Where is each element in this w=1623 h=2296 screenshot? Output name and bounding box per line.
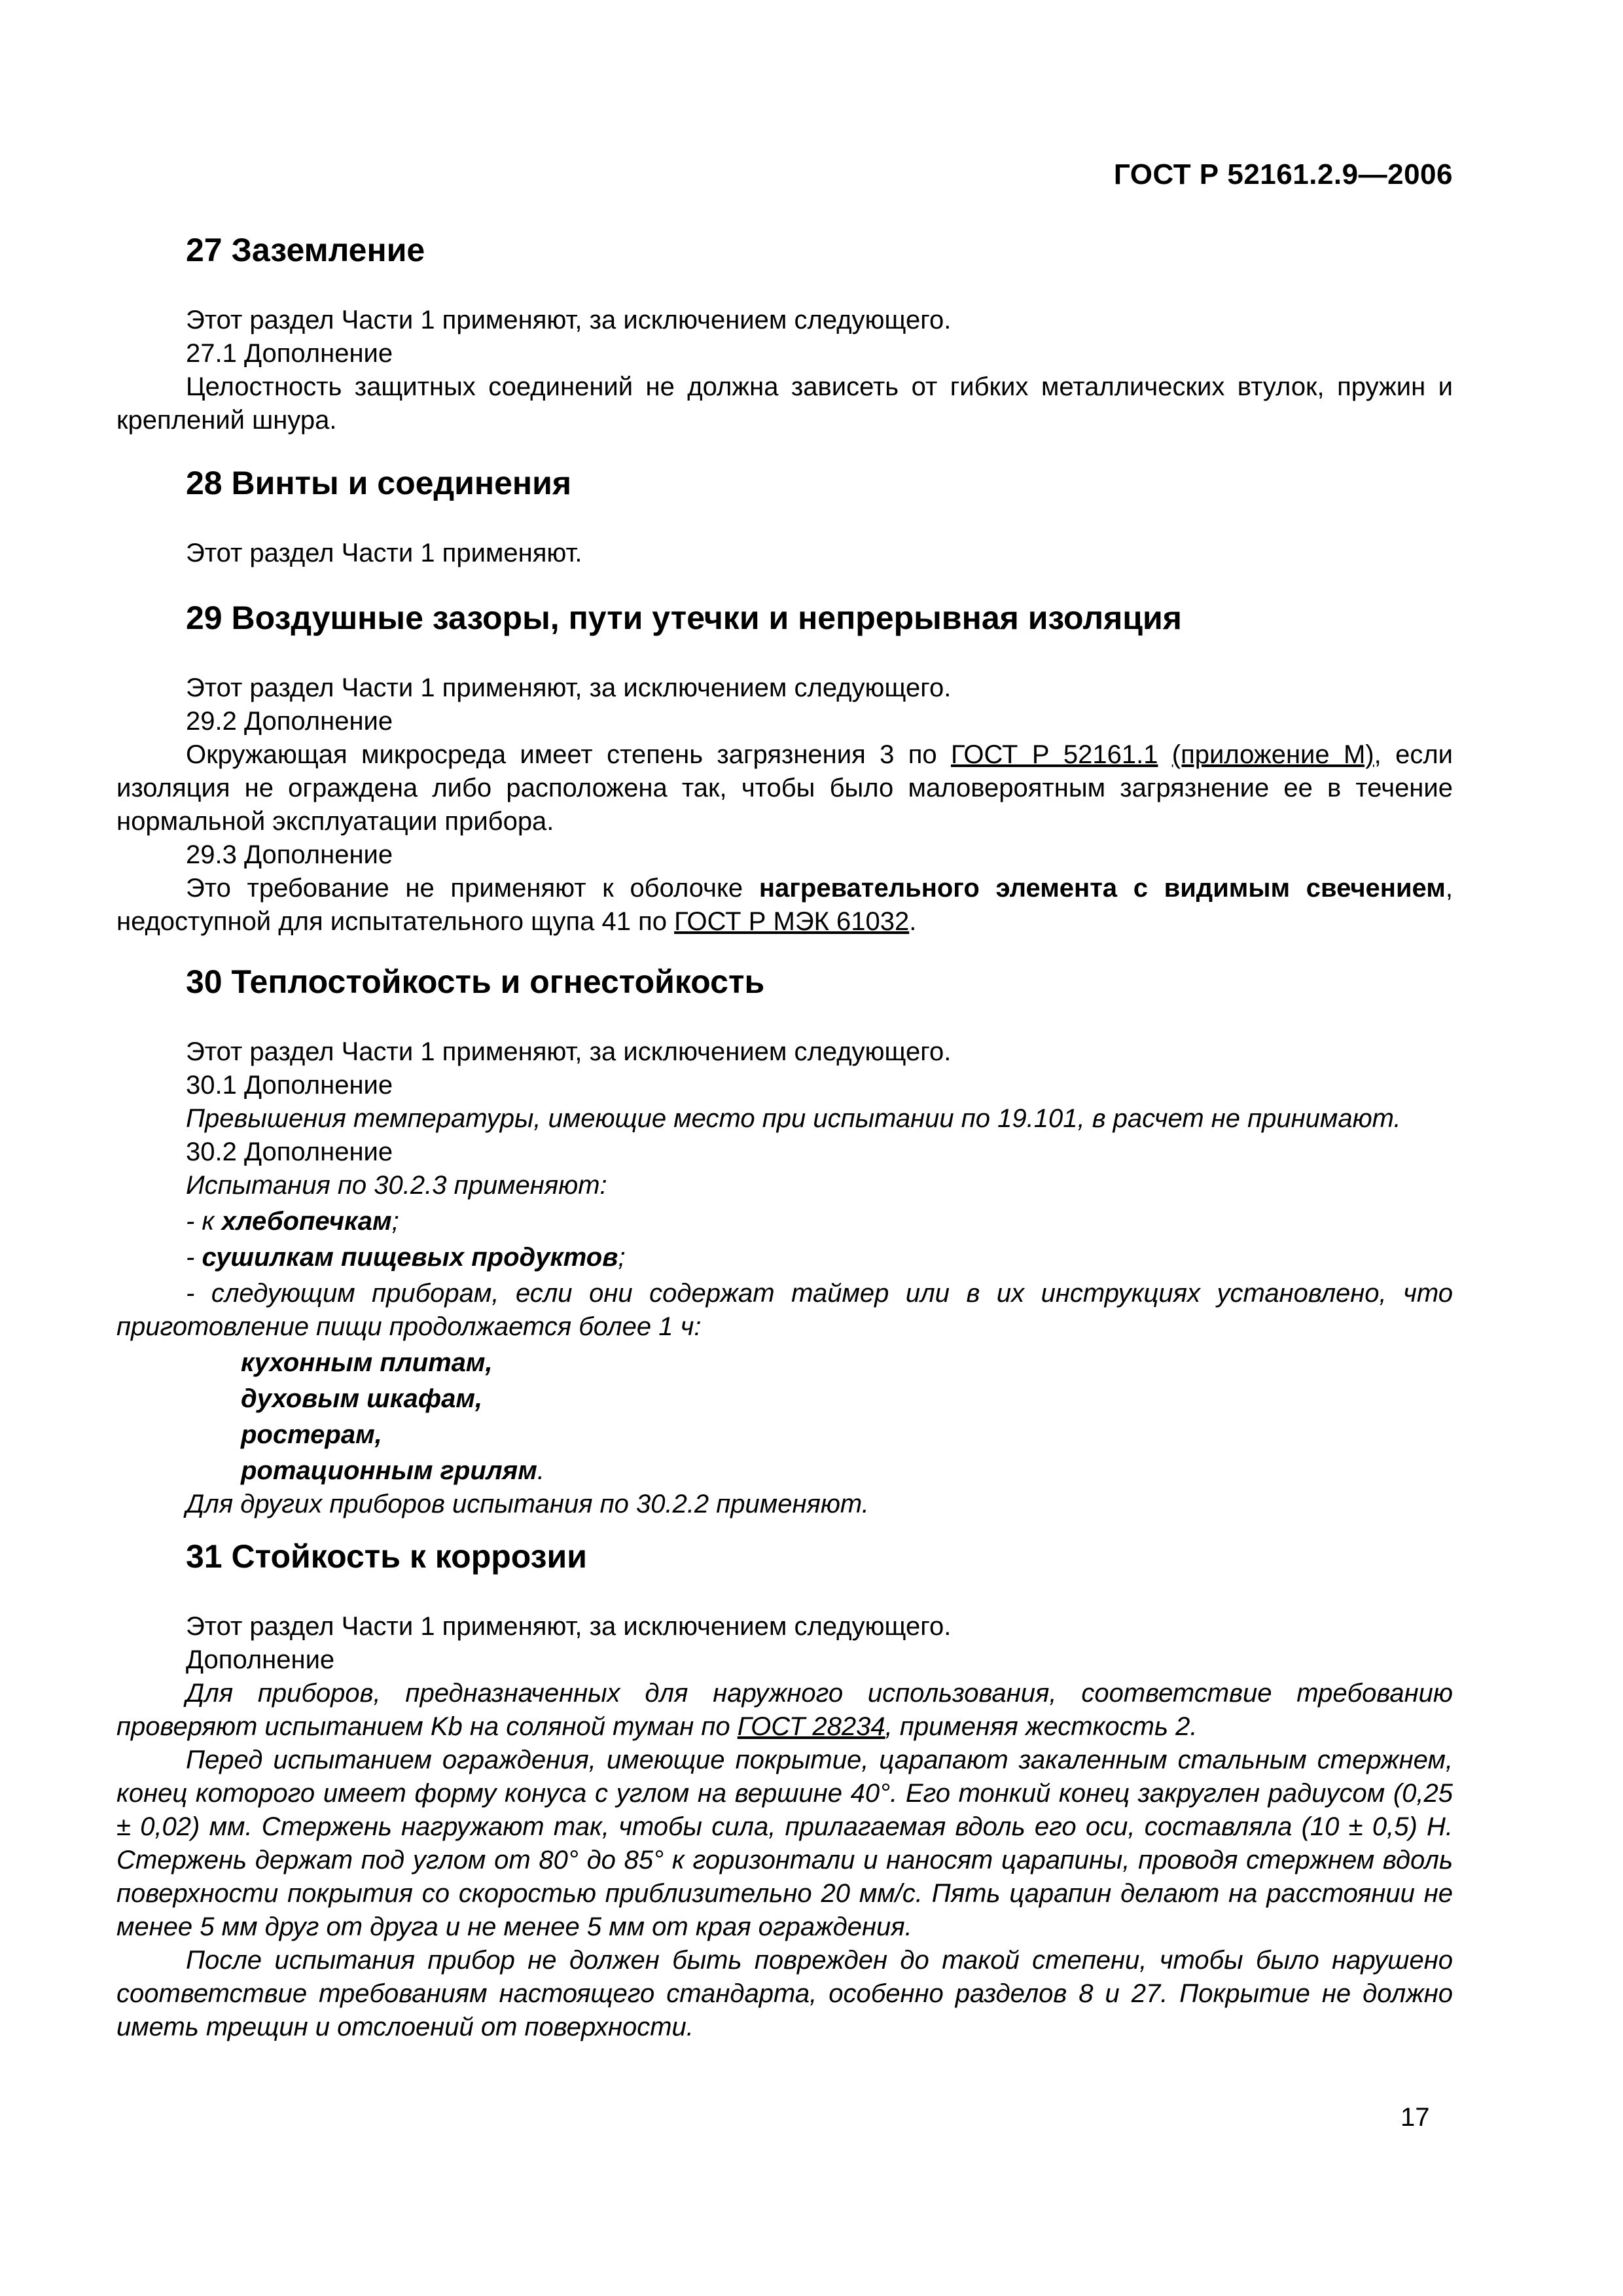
section-28-title: 28 Винты и соединения [186, 465, 572, 501]
section-27-intro: Этот раздел Части 1 применяют, за исключением следующего. [186, 306, 952, 334]
section-31-title: 31 Стойкость к коррозии [186, 1538, 588, 1575]
section-31 [116, 1537, 1453, 2044]
section-27-1-text: Целостность защитных соединений не должна зависеть от гибких металлических втулок, пружин и креплений шнура. [116, 372, 1453, 435]
text-run: - [186, 1243, 202, 1272]
text-run: - к [186, 1207, 222, 1236]
section-29-3-text [116, 872, 1453, 939]
gost-iec-61032-link[interactable]: ГОСТ Р МЭК 61032 [674, 907, 910, 936]
sublist-item [116, 1454, 1453, 1488]
section-31-after-test-text: После испытания прибор не должен быть поврежден до такой степени, чтобы было нарушено соответствие требованиям настоящего стандарта, особенно разделов 8 и 27. Покрытие не должно иметь трещин и отслоений от поверхности. [116, 1946, 1453, 2041]
gost-28234-link[interactable]: ГОСТ 28234 [737, 1712, 885, 1741]
sublist-item: ростерам, [241, 1420, 382, 1449]
section-29-3-heading: 29.3 Дополнение [186, 840, 393, 869]
section-30-intro: Этот раздел Части 1 применяют, за исключением следующего. [186, 1037, 952, 1066]
text-run: , применяя жесткость 2. [885, 1712, 1198, 1741]
section-30-title: 30 Теплостойкость и огнестойкость [186, 963, 765, 1000]
text-run: Это требование не применяют к оболочке [186, 874, 759, 903]
section-30-2-closing: Для других приборов испытания по 30.2.2 применяют. [186, 1490, 869, 1518]
section-30-2-heading: 30.2 Дополнение [186, 1138, 393, 1166]
defined-term: хлебопечкам [221, 1207, 392, 1236]
annex-m-link[interactable]: (приложение М) [1171, 740, 1374, 769]
text-run [1158, 740, 1171, 769]
list-item: - следующим приборам, если они содержат таймер или в их инструкциях установлено, что приготовление пищи продолжается более 1 ч: [116, 1279, 1453, 1341]
document-code: ГОСТ Р 52161.2.9—2006 [1113, 158, 1453, 190]
text-run: ; [391, 1207, 399, 1236]
defined-term: сушилкам пищевых продуктов [202, 1243, 618, 1272]
section-28-intro: Этот раздел Части 1 применяют. [186, 539, 582, 567]
section-30-2-text: Испытания по 30.2.3 применяют: [186, 1171, 607, 1200]
sublist-item: духовым шкафам, [241, 1384, 483, 1413]
section-31-scratch-text: Перед испытанием ограждения, имеющие покрытие, царапают закаленным стальным стержнем, конец которого имеет форму конуса с углом на вершине 40°. Его тонкий конец закруглен радиусом (0,25 ± 0,02) мм. Стержень нагружают так, чтобы сила, прилагаемая вдоль его оси, составляла (10 ± 0,5) Н. Стержень держат под углом от 80° до 85° к горизонтали и наносят царапины, проводя стержнем вдоль поверхности покрытия со скоростью приблизительно 20 мм/с. Пять царапин делают на расстоянии не менее 5 мм друг от друга и не менее 5 мм от края ограждения. [116, 1746, 1453, 1941]
section-31-intro: Этот раздел Части 1 применяют, за исключением следующего. [186, 1612, 952, 1641]
text-run: . [909, 907, 917, 936]
section-30 [116, 962, 1453, 1521]
section-29 [116, 598, 1453, 939]
text-run: Окружающая микросреда имеет степень загрязнения 3 по [186, 740, 951, 769]
sublist-item: кухонным плитам, [241, 1348, 493, 1377]
section-27-1-heading: 27.1 Дополнение [186, 339, 393, 368]
section-28 [116, 463, 1453, 570]
section-29-title: 29 Воздушные зазоры, пути утечки и непрерывная изоляция [186, 600, 1182, 636]
section-30-1-heading: 30.1 Дополнение [186, 1071, 393, 1100]
defined-term: ротационным грилям [241, 1456, 537, 1485]
list-item [116, 1241, 1453, 1274]
section-31-salt-mist-text [116, 1677, 1453, 1744]
text-run: . [537, 1456, 544, 1485]
section-27-title: 27 Заземление [186, 232, 425, 268]
section-30-1-text: Превышения температуры, имеющие место при испытании по 19.101, в расчет не принимают. [186, 1104, 1401, 1133]
section-29-2-text [116, 738, 1453, 838]
defined-term: нагревательного элемента с видимым свечением [758, 874, 1446, 903]
gost-52161-1-link[interactable]: ГОСТ Р 52161.1 [950, 740, 1158, 769]
section-29-intro: Этот раздел Части 1 применяют, за исключением следующего. [186, 673, 952, 702]
list-item [116, 1205, 1453, 1238]
text-run: Для приборов, предназначенных для наружного использования, соответствие требованию проверяют испытанием Kb на соляной туман по [116, 1679, 1453, 1741]
text-run: , недоступной для испытательного щупа 41 по [116, 874, 1453, 936]
text-run: , если изоляция не ограждена либо расположена так, чтобы было маловероятным загрязнение ее в течение нормальной эксплуатации прибора. [116, 740, 1454, 836]
page-number: 17 [1400, 2103, 1430, 2132]
text-run: ; [618, 1243, 626, 1272]
section-31-addition-heading: Дополнение [186, 1645, 335, 1674]
section-27 [116, 230, 1453, 437]
section-29-2-heading: 29.2 Дополнение [186, 707, 393, 736]
